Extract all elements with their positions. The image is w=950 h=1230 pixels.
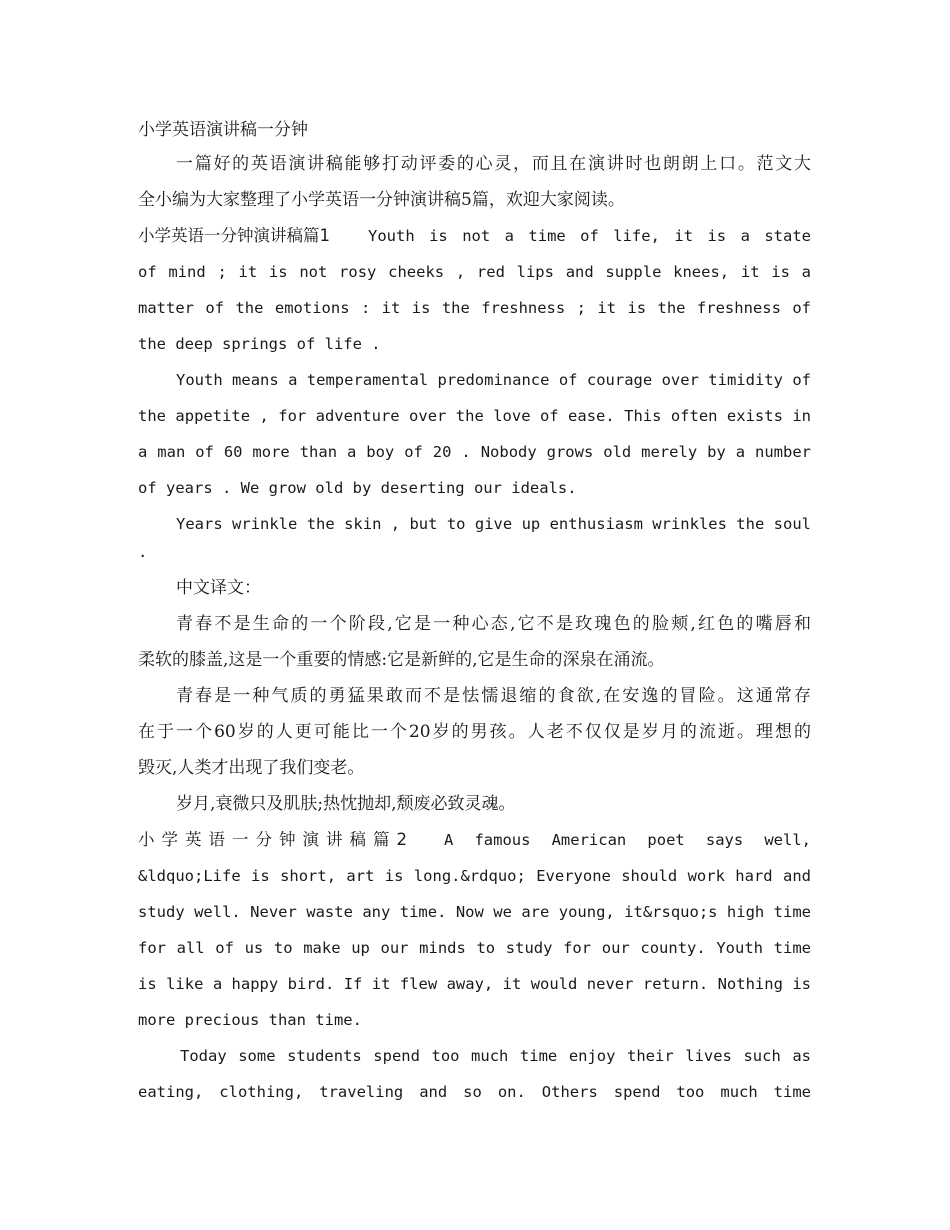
speech1-p2-line-3: a man of 60 more than a boy of 20 . Nobody grows old merely by a number [138,443,811,461]
cn3-line: 岁月,衰微只及肌肤;热忱抛却,颓废必致灵魂。 [176,794,516,814]
cn1-line-1: 青春不是生命的一个阶段,它是一种心态,它不是玫瑰色的脸颊,红色的嘴唇和 [176,614,811,634]
document-title: 小学英语演讲稿一分钟 [138,120,308,140]
speech1-p2-line-4: of years . We grow old by deserting our ideals. [138,479,577,497]
speech2-p1-line-2: &ldquo;Life is short, art is long.&rdquo; Everyone should work hard and [138,867,811,885]
cn2-line-2: 在于一个60岁的人更可能比一个20岁的男孩。人老不仅仅是岁月的流逝。理想的 [138,722,811,742]
speech1-p3-line-2: . [138,543,148,561]
speech2-p2-line-1: Today some students spend too much time enjoy their lives such as [180,1047,811,1065]
cn2-line-3: 毁灭,人类才出现了我们变老。 [138,758,365,778]
speech2-heading: 小学英语一分钟演讲稿篇2 [138,830,414,849]
speech1-p1-line-3: matter of the emotions : it is the freshness ; it is the freshness of [138,299,811,317]
cn1-line-2: 柔软的膝盖,这是一个重要的情感:它是新鲜的,它是生命的深泉在涌流。 [138,650,665,670]
speech2-p1-line-3: study well. Never waste any time. Now we are young, it&rsquo;s high time [138,903,811,921]
document-body [138,114,811,1110]
speech2-p1-first: A famous American poet says well, [444,831,811,849]
speech1-heading: 小学英语一分钟演讲稿篇1 [138,226,330,245]
cn2-line-1: 青春是一种气质的勇猛果敢而不是怯懦退缩的食欲,在安逸的冒险。这通常存 [176,686,811,706]
speech1-first-line [138,218,811,254]
speech1-p2-line-2: the appetite , for adventure over the love of ease. This often exists in [138,407,811,425]
speech2-p1-line-5: is like a happy bird. If it flew away, it would never return. Nothing is [138,975,811,993]
intro-line-2: 全小编为大家整理了小学英语一分钟演讲稿5篇，欢迎大家阅读。 [138,190,625,210]
speech2-p1-line-4: for all of us to make up our minds to study for our county. Youth time [138,939,811,957]
speech1-p1-line-2: of mind ; it is not rosy cheeks , red lips and supple knees, it is a [138,263,811,281]
speech1-p3-line-1: Years wrinkle the skin , but to give up enthusiasm wrinkles the soul [176,515,811,533]
speech2-first-line [138,822,811,858]
translation-label: 中文译文： [176,578,261,598]
intro-line-1: 一篇好的英语演讲稿能够打动评委的心灵，而且在演讲时也朗朗上口。范文大 [176,154,811,174]
speech1-p2-line-1: Youth means a temperamental predominance of courage over timidity of [176,371,811,389]
speech2-p1-line-6: more precious than time. [138,1011,362,1029]
speech1-p1-line-4: the deep springs of life . [138,335,381,353]
speech2-p2-line-2: eating, clothing, traveling and so on. Others spend too much time [138,1083,811,1101]
speech1-p1-line-1: Youth is not a time of life, it is a state [368,227,811,245]
